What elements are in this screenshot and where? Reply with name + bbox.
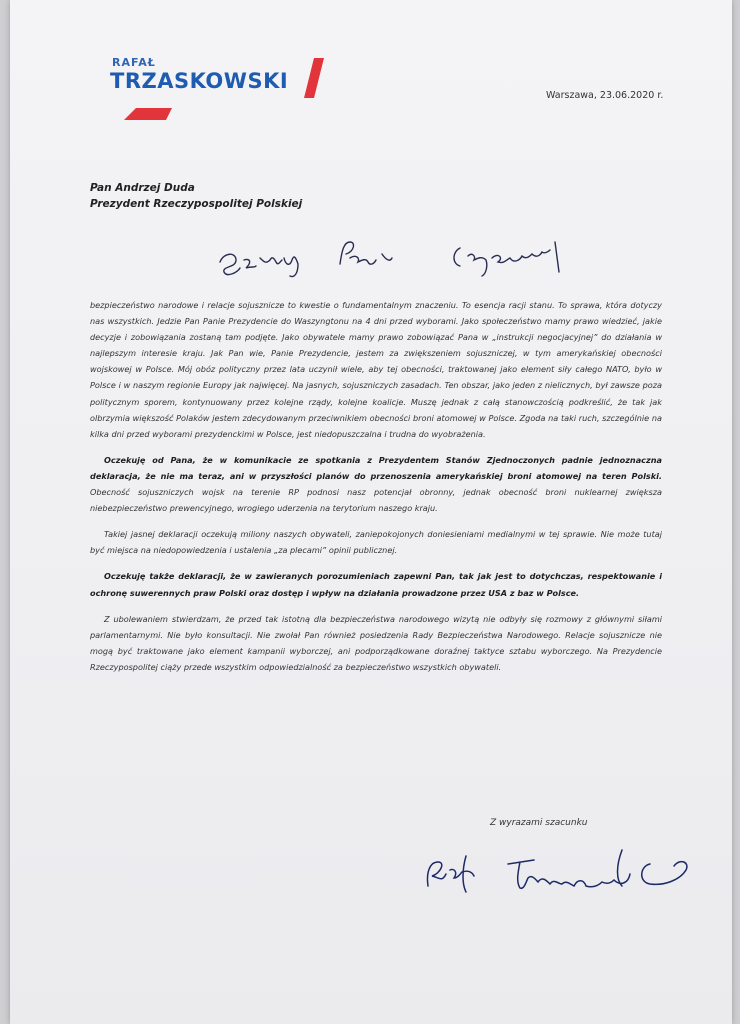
handwritten-salutation	[210, 228, 630, 282]
addressee	[90, 180, 302, 212]
paragraph-4: Oczekuję także deklaracji, że w zawieranych porozumieniach zapewni Pan, tak jak jest to dotychczas, respektowanie i ochronę suwerennych praw Polski oraz dostęp i wpływ na działania prowadzone przez USA z baz w Polsce.	[90, 571, 662, 598]
addressee-name: Pan Andrzej Duda	[90, 182, 195, 194]
paragraph-2-rest: Obecność sojuszniczych wojsk na terenie RP podnosi nasz potencjał obronny, jednak obecność broni nuklearnej zwiększa niebezpieczeństwo prewencyjnego, wrogiego uderzenia na terytorium naszego kraju.	[90, 487, 662, 514]
letter-body	[90, 297, 662, 685]
logo	[96, 56, 336, 122]
paragraph-5: Z ubolewaniem stwierdzam, że przed tak istotną dla bezpieczeństwa narodowego wizytą nie odbyły się rozmowy z głównymi siłami parlamentarnymi. Nie było konsultacji. Nie zwołał Pan również posiedzenia Rady Bezpieczeństwa Narodowego. Relacje sojusznicze nie mogą być traktowane jako element kampanii wyborczej, ani podporządkowane doraźnej taktyce sztabu wyborczego. Na Prezydencie Rzeczypospolitej ciąży przede wszystkim odpowiedzialność za bezpieczeństwo wszystkich obywateli.	[90, 613, 662, 672]
paragraph-2	[90, 452, 662, 516]
handwritten-signature	[414, 842, 714, 906]
paragraph-2-bold: Oczekuję od Pana, że w komunikacie ze spotkania z Prezydentem Stanów Zjednoczonych padnie jednoznaczna deklaracja, że nie ma teraz, ani w przyszłości planów do przenoszenia amerykańskiej broni atomowej na teren Polski.	[90, 454, 662, 481]
logo-stripe-icon	[96, 56, 336, 122]
closing: Z wyrazami szacunku	[490, 818, 588, 828]
paragraph-3: Takiej jasnej deklaracji oczekują miliony naszych obywateli, zaniepokojonych doniesieniami medialnymi w tej sprawie. Nie może tutaj być miejsca na niedopowiedzenia i ustalenia „za plecami” opinii publicznej.	[90, 529, 662, 556]
logo-first-name: RAFAŁ	[112, 56, 156, 69]
letter-date: Warszawa, 23.06.2020 r.	[546, 90, 664, 101]
paragraph-1: bezpieczeństwo narodowe i relacje sojusznicze to kwestie o fundamentalnym znaczeniu. To esencja racji stanu. To sprawa, która dotyczy nas wszystkich. Jedzie Pan Panie Prezydencie do Waszyngtonu na 4 dni przed wyborami. Jako społeczeństwo mamy prawo wiedzieć, jakie decyzje i zobowiązania zostaną tam podjęte. Jako obywatele mamy prawo zobowiązać Pana w „instrukcji negocjacyjnej” do działania w najlepszym interesie kraju. Jak Pan wie, Panie Prezydencie, jestem za zwiększeniem sojuszniczej, w tym amerykańskiej obecności wojskowej w Polsce. Mój obóz polityczny przez lata uczynił wiele, aby tej obecności, traktowanej jako element siły całego NATO, było w Polsce i w naszym regionie Europy jak najwięcej. Na jasnych, sojuszniczych zasadach. Ten obszar, jako jeden z nielicznych, był zawsze poza politycznym sporem, kontynuowany przez kolejne rządy, kolejne koalicje. Muszę jednak z całą stanowczością podkreślić, że tak jak olbrzymia większość Polaków jestem zdecydowanym przeciwnikiem obecności broni atomowej w Polsce. Zgoda na taki ruch, szczególnie na kilka dni przed wyborami prezydenckimi w Polsce, jest niedopuszczalna i trudna do wyobrażenia.	[90, 300, 662, 439]
addressee-title: Prezydent Rzeczypospolitej Polskiej	[90, 198, 303, 210]
letter-page	[10, 0, 732, 1024]
logo-last-name: TRZASKOWSKI	[110, 69, 289, 93]
